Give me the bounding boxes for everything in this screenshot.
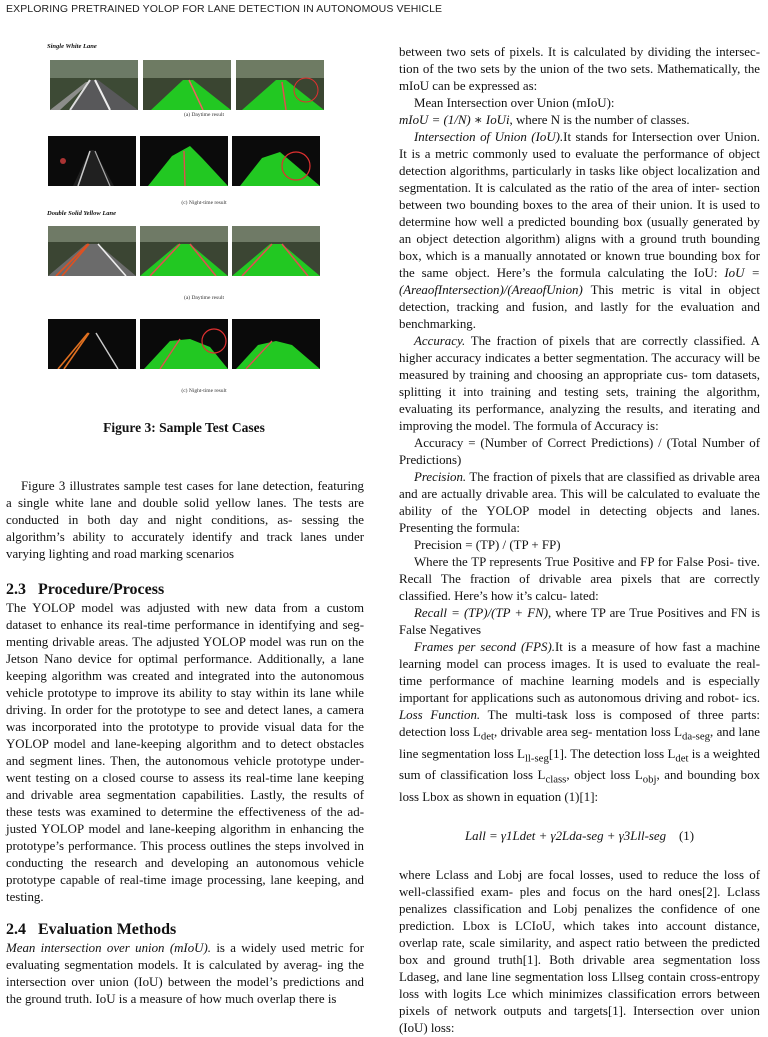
road-image-day-5 — [140, 226, 228, 276]
text-run: is a widely used metric for evaluating segmentation models. It is calculated by averag- ing the intersection over union (IoU) between the model’s predictions and the ground truth. IoU is a measure of how much overlap there is — [6, 941, 364, 1006]
text-run: It stands for Intersection over Union. It is a metric commonly used to evaluate the performance of object detection algorithms, particularly in tasks like object localization and segmentation. It is calculated as the ratio of the area of inter- section between two bounding boxes to the area of their union. It is used to determine how well a predicted bounding box (usually generated by an object detection algorithm) aligns with a ground truth bounding box, which is a manually annotated or known true bounding box for the same object. Here’s the formula calculating the IoU: — [399, 130, 760, 280]
formula-precision: Precision = (TP) / (TP + FP) — [414, 538, 561, 552]
paragraph-iou — [399, 129, 760, 333]
road-image-night-1 — [48, 136, 136, 186]
figure-caption: Figure 3: Sample Test Cases — [103, 420, 265, 435]
subscript: det — [480, 730, 495, 743]
text-run: is a weighted sum of classification loss L — [399, 746, 760, 783]
paragraph-procedure: The YOLOP model was adjusted with new data from a custom dataset to enhance its real-time performance in identifying and seg- menting drivable areas. The adjusted YOLOP model was run on the Jetson Nano device for optimal performance. Additionally, a lane keeping algorithm was created and integrated into the autonomous vehicle prototype to improve its ability to stay within its lane while driving. In order for the prototype to see and detect lanes, a camera was incorporated into the prototype to provide visual data for the YOLOP model and lane-keeping algorithm and to detect obstacles and segment lines. Then, the autonomous vehicle prototype under- went testing on a closed course to assess its real-time lane keeping and drivable area segmentation capabilities. Lastly, the results of these tests was examined to determine the effectiveness of the ad- justed YOLOP model and lane-keeping algorithm in enhancing the prototype’s performance. This process outlines the steps involved in conducting the research and developing an autonomous vehicle prototype capable of real-time image processing, lane keeping, and testing. — [6, 601, 364, 904]
text-run: , where N is the number of classes. — [509, 113, 690, 127]
paragraph-accuracy — [399, 333, 760, 435]
road-image-night-6 — [232, 319, 320, 369]
road-image-night-4 — [48, 319, 136, 369]
text-run: , drivable area seg- mentation loss L — [494, 725, 682, 739]
text-run: , object loss L — [566, 768, 643, 783]
paragraph-figure-description: Figure 3 illustrates sample test cases for lane detection, featuring a single white lane and double solid yellow lanes. The tests are conducted in both day and night conditions, as- sessing the algorithm’s ability to accurately identify and track lanes under varying lighting and road marking scenarios — [6, 479, 364, 561]
paragraph-precision — [399, 469, 760, 537]
caption-day-1: (a) Daytime result — [183, 112, 224, 118]
panel-title-single-white: Single White Lane — [47, 43, 97, 50]
formula-recall: Recall = (TP)/(TP + FN) — [414, 606, 549, 620]
section-2-3-heading — [6, 580, 364, 600]
paragraph-recall-formula — [399, 605, 760, 639]
road-image-night-2 — [140, 136, 228, 186]
figure-3 — [40, 36, 368, 398]
paragraph-miou-formula — [399, 112, 760, 129]
text-run: It is a measure of how fast a machine learning model can process images. It is used to evaluate the real- time performance of machine learning models and is especially important for applications such as autonomous driving and robot- ics. — [399, 640, 760, 705]
subscript: obj — [642, 773, 657, 786]
paragraph-miou — [6, 940, 364, 1008]
section-number: 2.4 — [6, 921, 26, 938]
road-image-day-1 — [50, 60, 138, 110]
term-miou: Mean intersection over union (mIoU). — [6, 941, 211, 955]
paragraph-iou-intro: between two sets of pixels. It is calculated by dividing the intersec- tion of the two sets by the union of the two sets. Mathematically, the mIoU can be expressed as: — [399, 45, 760, 93]
text-run: , and bounding box loss Lbox as shown in equation (1)[1]: — [399, 768, 760, 804]
road-image-day-3 — [236, 60, 324, 110]
formula-iou: IoU = (AreaofIntersection)/(AreaofUnion) — [399, 266, 761, 297]
running-header: EXPLORING PRETRAINED YOLOP FOR LANE DETECTION IN AUTONOMOUS VEHICLE — [6, 3, 443, 15]
formula-accuracy: Accuracy = (Number of Correct Predictions) / (Total Number of Predictions) — [399, 436, 760, 467]
term-precision: Precision. — [414, 470, 467, 484]
term-fps: Frames per second (FPS). — [414, 640, 555, 654]
caption-night-1: (c) Night-time result — [181, 200, 227, 206]
subscript: da-seg — [681, 730, 711, 743]
section-number: 2.3 — [6, 581, 26, 598]
text-run: , where TP are True Positives and FN is False Negatives — [399, 606, 760, 637]
equation-number: (1) — [678, 828, 694, 843]
road-image-night-5 — [140, 319, 228, 369]
text-run: This metric is vital in object detection, tracking and fusion, and lastly for the evaluation and benchmarking. — [399, 283, 760, 331]
text-run: The fraction of pixels that are correctly classified. A higher accuracy indicates a better segmentation. The accuracy will be measured by training and choosing an appropriate cus- tom datasets, splitting it into training and testing sets, training the algorithm, evaluating its performance, analyzing the results, and iterating and improving the model. The formula of Accuracy is: — [399, 334, 760, 433]
paragraph-miou-label: Mean Intersection over Union (mIoU): — [414, 96, 615, 110]
caption-night-2: (c) Night-time result — [181, 388, 227, 394]
subscript: det — [675, 752, 689, 765]
term-iou: Intersection of Union (IoU). — [414, 130, 564, 144]
text-run: , and lane line segmentation loss L — [399, 725, 761, 761]
section-title: Procedure/Process — [38, 581, 165, 598]
road-image-night-3 — [232, 136, 320, 186]
right-column — [399, 44, 760, 1037]
subscript: ll-seg — [524, 752, 549, 765]
paragraph-recall: Where the TP represents True Positive and FP for False Posi- tive. Recall The fraction of drivable area pixels that are correctly classified. Here’s how it’s calcu- lated: — [399, 555, 760, 603]
term-loss-function: Loss Function. — [399, 708, 481, 722]
formula-miou: mIoU = (1/N) ∗ IoUi — [399, 113, 510, 127]
text-run: The multi-task loss is composed of three parts: detection loss L — [399, 708, 760, 739]
panel-title-double-yellow: Double Solid Yellow Lane — [47, 210, 117, 217]
road-image-day-2 — [143, 60, 231, 110]
section-title: Evaluation Methods — [38, 921, 177, 938]
road-image-day-4 — [48, 226, 136, 276]
term-accuracy: Accuracy. — [414, 334, 466, 348]
section-2-4-heading — [6, 920, 364, 940]
left-column — [6, 478, 364, 1008]
road-image-day-6 — [232, 226, 320, 276]
paragraph-fps-loss — [399, 639, 760, 806]
text-run: [1]. The detection loss L — [548, 746, 676, 761]
subscript: class — [545, 773, 567, 786]
equation-body: Lall = γ1Ldet + γ2Lda-seg + γ3Lll-seg — [465, 828, 667, 843]
caption-day-2: (a) Daytime result — [183, 295, 224, 301]
equation-1 — [399, 828, 760, 845]
paragraph-loss-details: where Lclass and Lobj are focal losses, used to reduce the loss of well-classified exam- ples and focus on the hard ones[2]. Lclass penalizes classification and Lobj penalizes the confidence of one prediction. Lbox is LCIoU, which takes into account distance, overlap rate, scale similarity, and aspect ratio between the predicted box and ground truth[1]. Both drivable area segmentation loss Ldaseg, and lane line segmentation loss Lllseg contain cross-entropy loss with logits Lce which minimizes classification errors between pixels of network outputs and targets[1]. Intersection over union (IoU) loss: — [399, 867, 760, 1035]
text-run: The fraction of pixels that are classified as drivable area and are actually drivable area. This will be calculated to evaluate the ability of the YOLOP model in detecting objects and lanes. Presenting the formula: — [399, 470, 760, 535]
